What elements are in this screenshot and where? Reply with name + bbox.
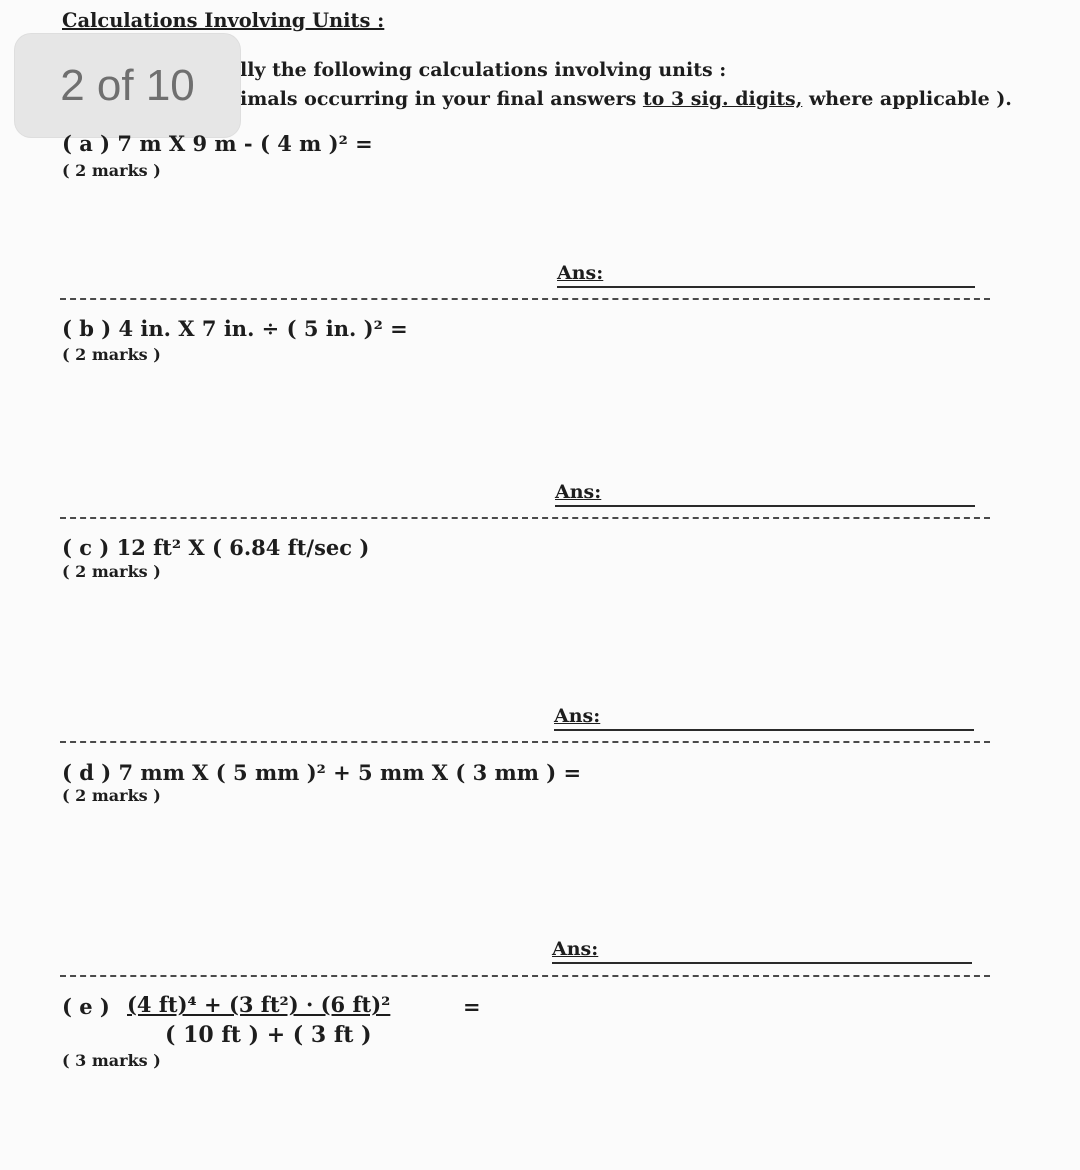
question-a-label: ( a ) [62, 131, 111, 156]
question-e-label: ( e ) [62, 994, 110, 1019]
answer-b-label: Ans: [555, 481, 602, 503]
question-d-label: ( d ) [62, 760, 112, 785]
divider-d [60, 975, 990, 977]
question-c [62, 535, 369, 560]
page-counter-badge: 2 of 10 [15, 34, 240, 137]
instruction-line-2 [240, 88, 1012, 110]
question-c-marks: ( 2 marks ) [62, 562, 161, 581]
question-a-expression: 7 m X 9 m - ( 4 m )² = [117, 131, 373, 156]
answer-a-line[interactable] [557, 286, 975, 288]
instruction-line-2-end: where applicable ). [802, 88, 1012, 110]
question-b-label: ( b ) [62, 316, 112, 341]
answer-b-line[interactable] [555, 505, 975, 507]
question-a [62, 131, 373, 156]
question-c-label: ( c ) [62, 535, 110, 560]
divider-c [60, 741, 990, 743]
question-e-denominator: ( 10 ft ) + ( 3 ft ) [165, 1022, 372, 1048]
divider-b [60, 517, 990, 519]
instruction-line-2-start: imals occurring in your final answers [240, 88, 643, 110]
question-d-expression: 7 mm X ( 5 mm )² + 5 mm X ( 3 mm ) = [118, 760, 582, 785]
question-b-expression: 4 in. X 7 in. ÷ ( 5 in. )² = [118, 316, 408, 341]
answer-d-label: Ans: [552, 938, 599, 960]
divider-a [60, 298, 990, 300]
question-d [62, 760, 581, 785]
question-e-equals: = [463, 994, 481, 1019]
question-e-marks: ( 3 marks ) [62, 1051, 161, 1070]
answer-c-label: Ans: [554, 705, 601, 727]
question-c-expression: 12 ft² X ( 6.84 ft/sec ) [116, 535, 370, 560]
question-e-numerator: (4 ft)⁴ + (3 ft²) · (6 ft)² [127, 992, 391, 1017]
question-b-marks: ( 2 marks ) [62, 345, 161, 364]
instruction-line-1: lly the following calculations involving units : [240, 59, 727, 81]
answer-a-label: Ans: [557, 262, 604, 284]
question-b [62, 316, 408, 341]
sig-digits-emphasis: to 3 sig. digits, [642, 88, 803, 110]
worksheet-title: Calculations Involving Units : [62, 8, 385, 32]
answer-c-line[interactable] [554, 729, 974, 731]
answer-d-line[interactable] [552, 962, 972, 964]
question-d-marks: ( 2 marks ) [62, 786, 161, 805]
question-a-marks: ( 2 marks ) [62, 161, 161, 180]
